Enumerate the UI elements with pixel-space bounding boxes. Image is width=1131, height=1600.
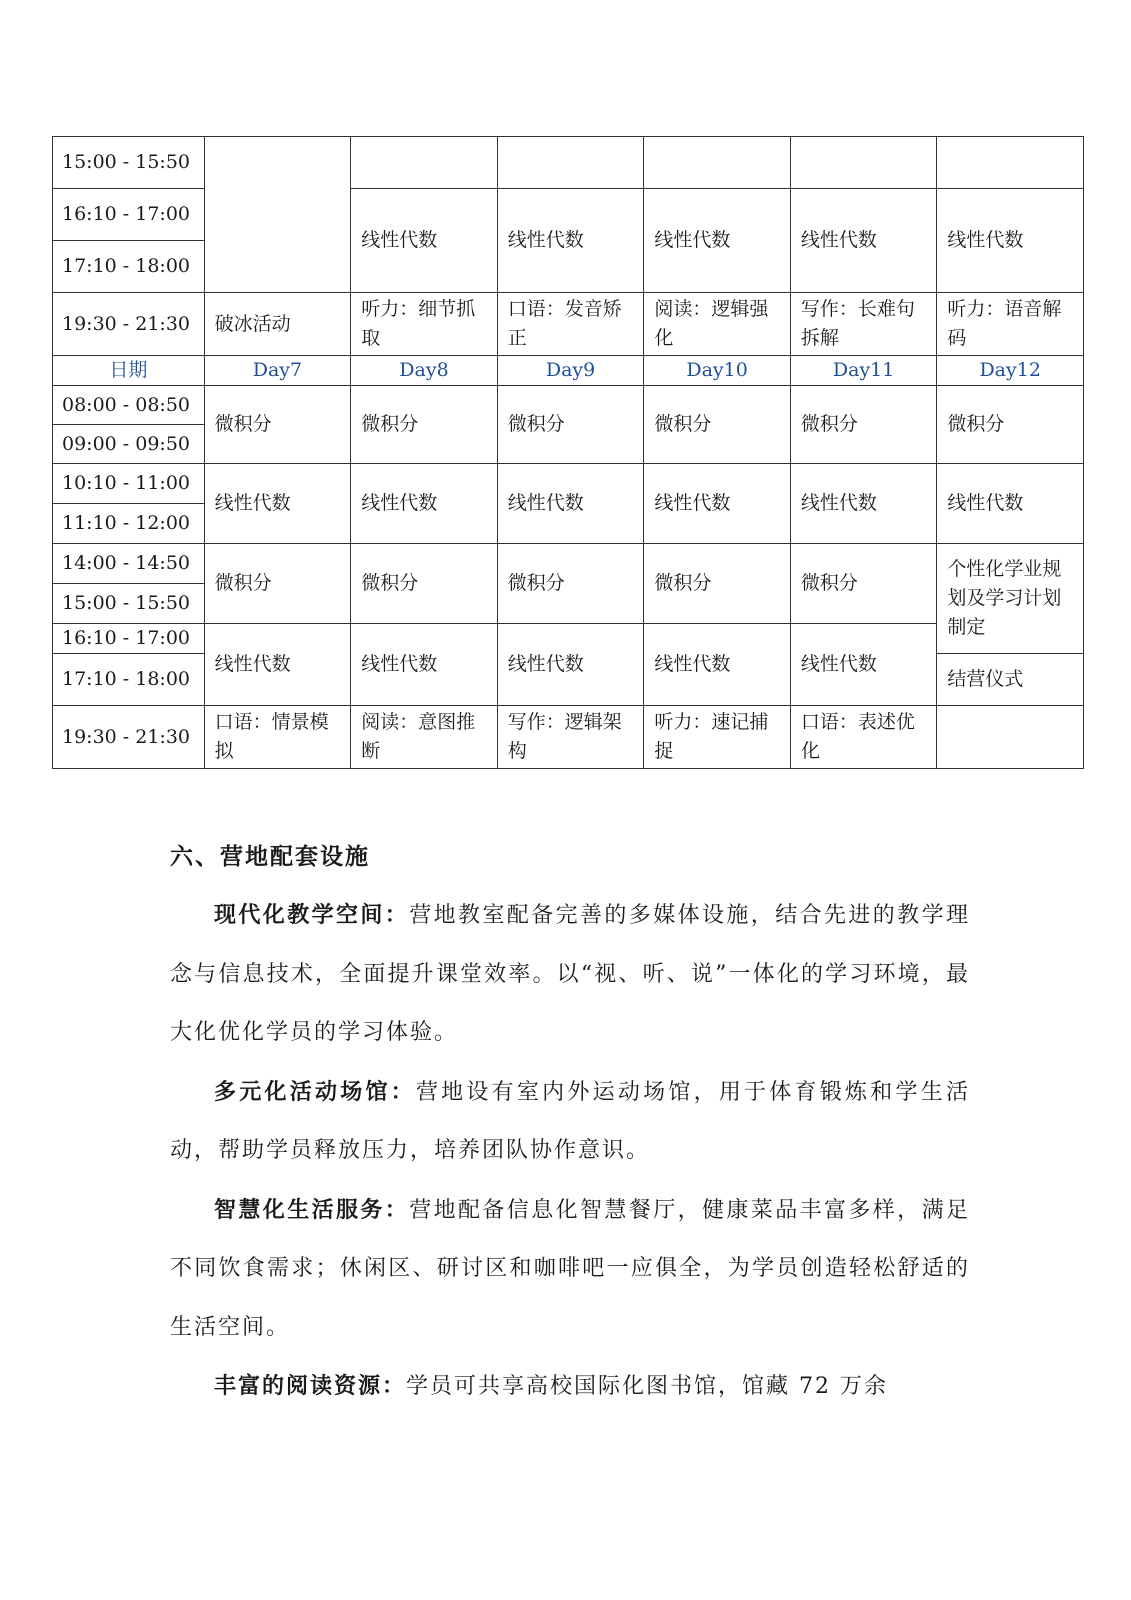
course-cell: 听力：语音解码 (937, 293, 1084, 356)
course-cell: 微积分 (497, 544, 644, 624)
empty-cell (937, 706, 1084, 769)
paragraph-activity-venue (170, 1063, 970, 1181)
course-cell: 微积分 (937, 386, 1084, 464)
paragraph-body: 学员可共享高校国际化图书馆，馆藏 72 万余 (406, 1374, 888, 1399)
course-cell: 写作：长难句拆解 (790, 293, 937, 356)
paragraph-body: 营地配备信息化智慧餐厅，健康菜品丰富多样，满足不同饮食需求；休闲区、研讨区和咖啡吧一应俱全，为学员创造轻松舒适的生活空间。 (170, 1197, 970, 1340)
course-cell: 线性代数 (497, 189, 644, 293)
time-cell: 17:10 - 18:00 (53, 241, 205, 293)
course-cell: 线性代数 (351, 624, 498, 706)
course-cell: 线性代数 (644, 624, 791, 706)
course-cell: 口语：情景模拟 (204, 706, 351, 769)
paragraph-teaching-space (170, 886, 970, 1063)
facilities-section (170, 828, 970, 1417)
time-cell: 15:00 - 15:50 (53, 584, 205, 624)
empty-cell (644, 137, 791, 189)
time-cell: 15:00 - 15:50 (53, 137, 205, 189)
empty-cell (351, 137, 498, 189)
course-cell: 微积分 (351, 544, 498, 624)
paragraph-lead: 智慧化生活服务： (214, 1196, 410, 1223)
empty-cell (497, 137, 644, 189)
course-cell: 微积分 (644, 544, 791, 624)
course-cell: 听力：速记捕捉 (644, 706, 791, 769)
header-day: Day9 (497, 356, 644, 386)
time-cell: 19:30 - 21:30 (53, 293, 205, 356)
paragraph-lead: 现代化教学空间： (214, 902, 410, 928)
paragraph-body: 营地设有室内外运动场馆，用于体育锻炼和学生活动，帮助学员释放压力，培养团队协作意识。 (170, 1079, 970, 1163)
course-cell: 口语：发音矫正 (497, 293, 644, 356)
paragraph-body: 营地教室配备完善的多媒体设施，结合先进的教学理念与信息技术，全面提升课堂效率。以“视、听、说”一体化的学习环境，最大化优化学员的学习体验。 (170, 903, 970, 1045)
course-cell: 线性代数 (497, 464, 644, 544)
paragraph-reading-resources (170, 1357, 970, 1417)
course-cell: 微积分 (351, 386, 498, 464)
course-cell: 线性代数 (497, 624, 644, 706)
course-cell: 破冰活动 (204, 293, 351, 356)
time-cell: 10:10 - 11:00 (53, 464, 205, 504)
header-day: Day10 (644, 356, 791, 386)
course-cell: 线性代数 (351, 464, 498, 544)
course-cell: 微积分 (790, 544, 937, 624)
paragraph-lead: 丰富的阅读资源： (214, 1373, 407, 1399)
course-cell: 个性化学业规划及学习计划制定 (937, 544, 1084, 654)
section-title: 六、营地配套设施 (170, 843, 370, 870)
paragraph-lead: 多元化活动场馆： (214, 1078, 416, 1105)
empty-cell (204, 137, 351, 293)
course-cell: 线性代数 (937, 464, 1084, 544)
course-cell: 微积分 (497, 386, 644, 464)
course-cell: 写作：逻辑架构 (497, 706, 644, 769)
course-cell: 微积分 (644, 386, 791, 464)
paragraph-life-service (170, 1181, 970, 1358)
course-cell: 线性代数 (790, 624, 937, 706)
course-cell: 线性代数 (790, 189, 937, 293)
course-cell: 线性代数 (351, 189, 498, 293)
course-cell: 线性代数 (937, 189, 1084, 293)
schedule-table (52, 136, 1084, 769)
course-cell: 阅读：逻辑强化 (644, 293, 791, 356)
header-date: 日期 (53, 356, 205, 386)
header-day: Day8 (351, 356, 498, 386)
header-day: Day11 (790, 356, 937, 386)
course-cell: 微积分 (204, 544, 351, 624)
course-cell: 线性代数 (790, 464, 937, 544)
time-cell: 09:00 - 09:50 (53, 425, 205, 464)
time-cell: 08:00 - 08:50 (53, 386, 205, 425)
course-cell: 微积分 (790, 386, 937, 464)
time-cell: 14:00 - 14:50 (53, 544, 205, 584)
empty-cell (790, 137, 937, 189)
course-cell: 线性代数 (644, 189, 791, 293)
header-day: Day7 (204, 356, 351, 386)
course-cell: 线性代数 (204, 624, 351, 706)
course-cell: 微积分 (204, 386, 351, 464)
course-cell: 线性代数 (644, 464, 791, 544)
course-cell: 线性代数 (204, 464, 351, 544)
course-cell: 听力：细节抓取 (351, 293, 498, 356)
time-cell: 11:10 - 12:00 (53, 504, 205, 544)
header-day: Day12 (937, 356, 1084, 386)
time-cell: 16:10 - 17:00 (53, 189, 205, 241)
time-cell: 16:10 - 17:00 (53, 624, 205, 654)
course-cell: 口语：表述优化 (790, 706, 937, 769)
time-cell: 19:30 - 21:30 (53, 706, 205, 769)
course-cell: 结营仪式 (937, 654, 1084, 706)
course-cell: 阅读：意图推断 (351, 706, 498, 769)
time-cell: 17:10 - 18:00 (53, 654, 205, 706)
empty-cell (937, 137, 1084, 189)
